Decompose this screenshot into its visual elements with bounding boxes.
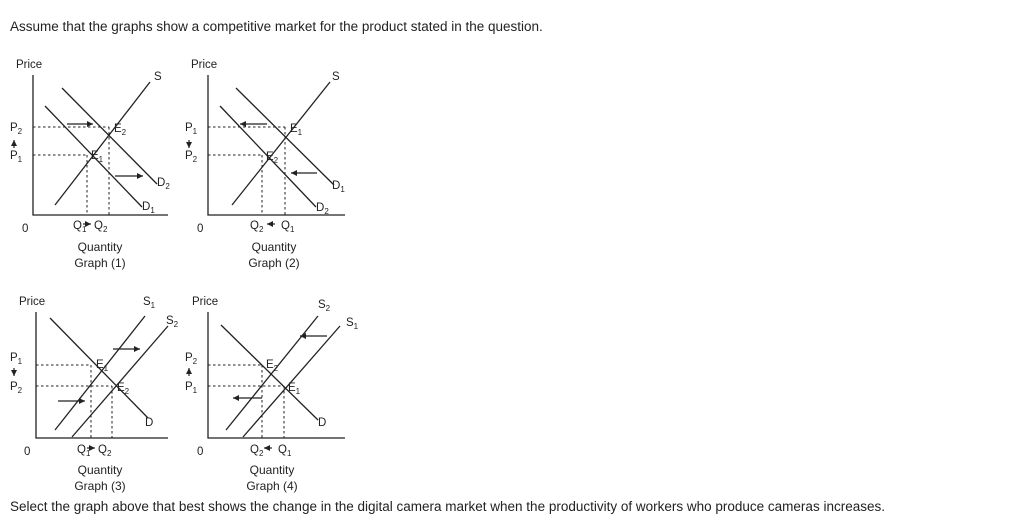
graph-3-e2-guides: [36, 386, 112, 438]
graph-4-label-e2: $E_2$: [266, 359, 279, 373]
graph-3-label-e1: $E_1$: [96, 359, 109, 373]
question-text: Select the graph above that best shows the change in the digital camera market when the productivity of workers who produce cameras increases.: [10, 499, 885, 514]
graph-1-demand-curve-d2: [62, 88, 157, 184]
graph-4-quantity-tick-q1: $Q_1$: [278, 444, 292, 458]
graph-4-price-tick-p1: $P_1$: [185, 381, 198, 395]
graph-2-e2-guides: [208, 155, 262, 215]
graph-2-demand-curve-d1: [236, 88, 334, 185]
graph-4-origin: 0: [197, 446, 204, 458]
graph-1-e2-guides: [33, 127, 109, 215]
graph-3-caption: Graph (3): [74, 479, 126, 493]
graph-2-label-d2: $D_2$: [316, 202, 329, 216]
graph-3-label-e2: $E_2$: [117, 382, 130, 396]
graph-3-xlabel: Quantity: [77, 463, 123, 477]
graph-2-price-tick-p2: $P_2$: [185, 150, 198, 164]
graph-1: [10, 59, 170, 270]
graph-2-axes: [208, 75, 345, 215]
graph-3-ylabel: Price: [19, 296, 46, 308]
graph-1-label-e1: $E_1$: [91, 150, 104, 164]
graph-4-xlabel: Quantity: [249, 463, 295, 477]
graph-1-label-s: S: [154, 71, 162, 83]
graph-1-axes: [33, 75, 168, 215]
graph-4-ylabel: Price: [192, 296, 219, 308]
graph-3-supply-curve-s1: [55, 316, 145, 430]
graph-1-label-d1: $D_1$: [142, 201, 155, 215]
graph-1-xlabel: Quantity: [77, 240, 123, 254]
graph-1-price-tick-p2: $P_2$: [10, 122, 23, 136]
graph-2-label-s: S: [332, 71, 340, 83]
graph-1-price-tick-p1: $P_1$: [10, 150, 23, 164]
intro-text: Assume that the graphs show a competitive market for the product stated in the question.: [10, 19, 543, 34]
graph-3-label-s2: $S_2$: [166, 315, 179, 329]
graph-3-price-tick-p1: $P_1$: [10, 352, 23, 366]
graph-2-supply-curve: [232, 82, 330, 205]
graph-3-origin: 0: [24, 446, 31, 458]
graph-3-label-d: D: [145, 417, 154, 429]
graph-2-e1-guides: [208, 127, 285, 215]
graph-3-quantity-tick-q1: $Q_1$: [77, 444, 91, 458]
graph-2-label-d1: $D_1$: [332, 180, 345, 194]
graph-2-label-e2: $E_2$: [266, 151, 279, 165]
graph-1-e1-guides: [33, 155, 87, 215]
graph-3-quantity-tick-q2: $Q_2$: [98, 444, 112, 458]
graph-1-caption: Graph (1): [74, 256, 126, 270]
graph-4-label-s2: $S_2$: [318, 299, 331, 313]
graph-1-label-d2: $D_2$: [157, 177, 170, 191]
graph-2-caption: Graph (2): [248, 256, 300, 270]
graph-2: [185, 59, 345, 270]
graph-2-quantity-tick-q1: $Q_1$: [281, 220, 295, 234]
graph-4-supply-curve-s2: [226, 316, 318, 430]
graph-1-origin: 0: [22, 223, 29, 235]
graph-2-origin: 0: [197, 223, 204, 235]
graph-1-supply-curve: [55, 82, 150, 205]
graph-4-e2-guides: [208, 365, 262, 438]
graph-2-price-tick-p1: $P_1$: [185, 122, 198, 136]
graph-1-label-e2: $E_2$: [114, 123, 127, 137]
graph-3: [10, 296, 179, 493]
graph-2-quantity-tick-q2: $Q_2$: [250, 220, 264, 234]
graph-4-caption: Graph (4): [246, 479, 298, 493]
graph-4-quantity-tick-q2: $Q_2$: [250, 444, 264, 458]
graph-2-xlabel: Quantity: [251, 240, 297, 254]
graph-4-price-tick-p2: $P_2$: [185, 352, 198, 366]
graph-4-e1-guides: [208, 386, 284, 438]
graph-1-quantity-tick-q1: $Q_1$: [73, 220, 87, 234]
graph-1-quantity-tick-q2: $Q_2$: [94, 220, 108, 234]
graph-4: [185, 296, 359, 493]
graph-4-label-s1: $S_1$: [346, 317, 359, 331]
graph-2-label-e1: $E_1$: [290, 123, 303, 137]
graph-2-ylabel: Price: [191, 59, 218, 71]
graph-1-ylabel: Price: [16, 59, 43, 71]
graph-4-label-d: D: [318, 417, 327, 429]
graph-3-price-tick-p2: $P_2$: [10, 381, 23, 395]
graph-4-label-e1: $E_1$: [288, 382, 301, 396]
graph-3-label-s1: $S_1$: [143, 296, 156, 310]
